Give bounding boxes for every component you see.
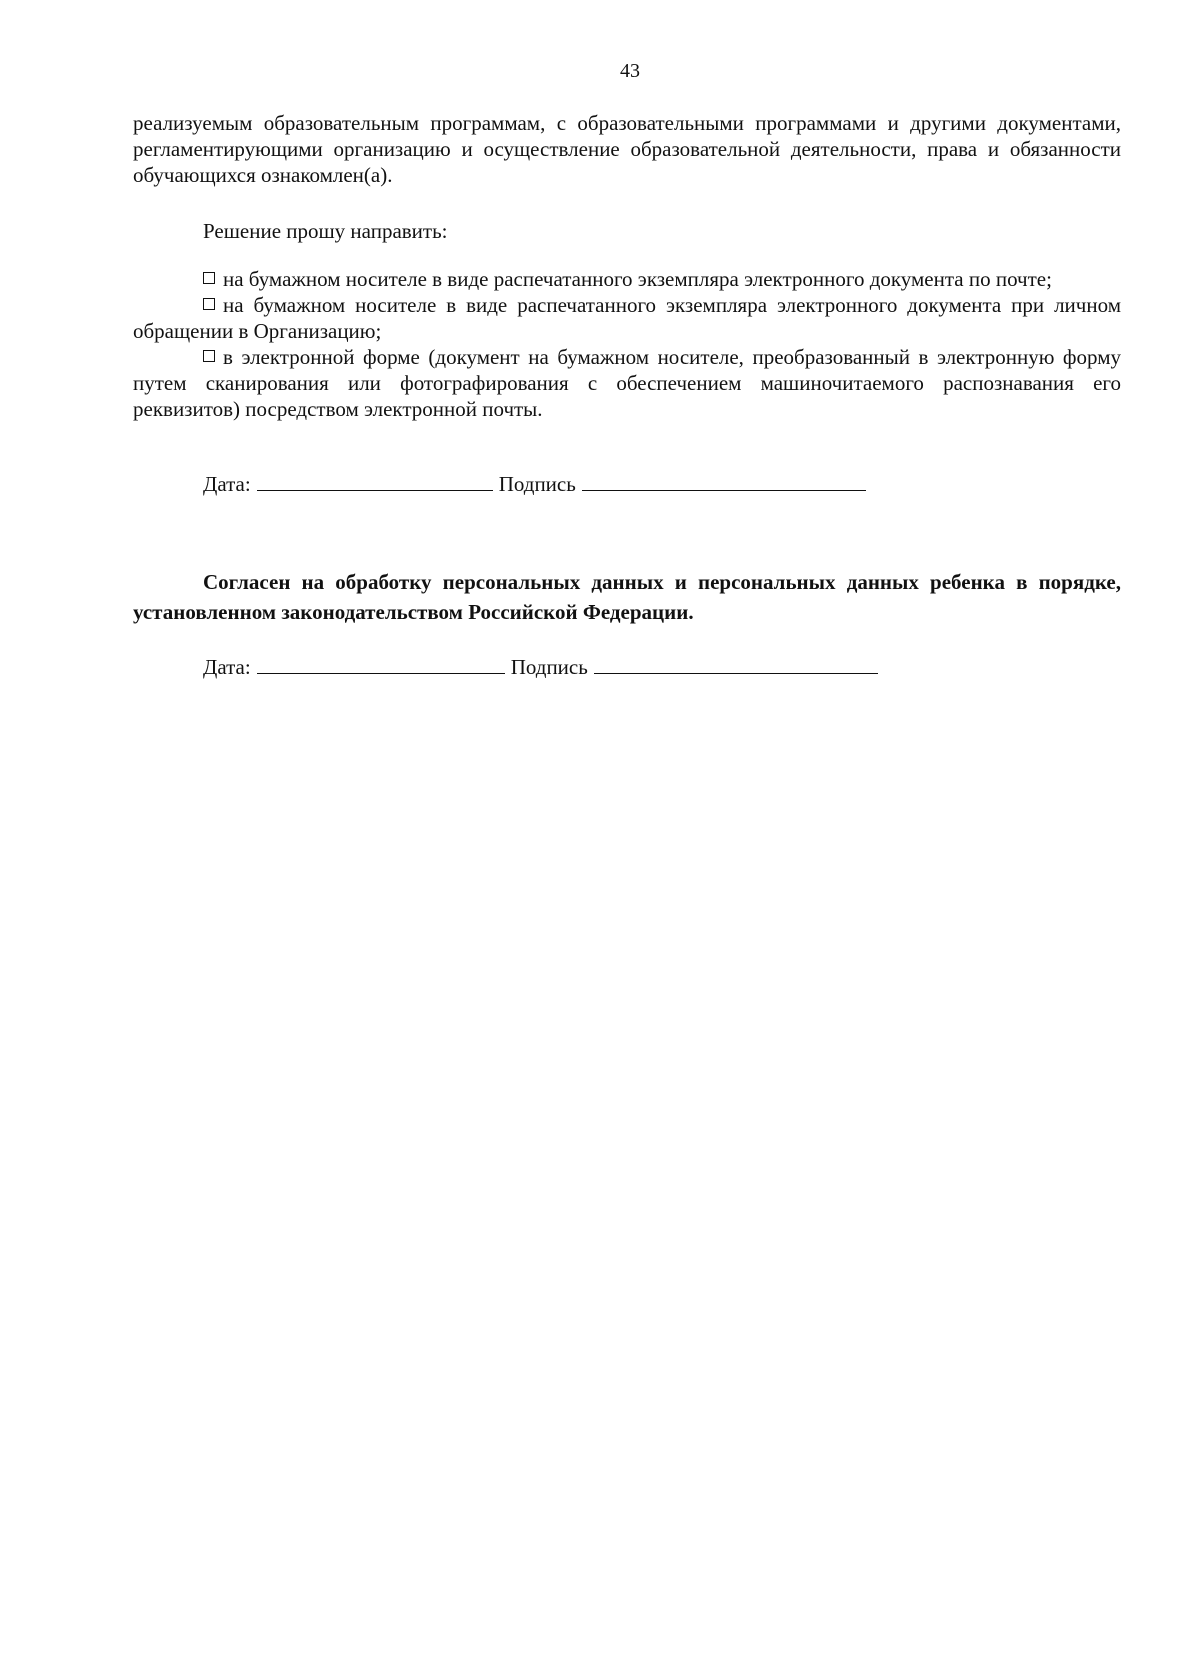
option-label: на бумажном носителе в виде распечатанного экземпляра электронного документа по почте; [223,267,1052,291]
document-body [133,110,1121,680]
checkbox-icon[interactable] [203,272,215,284]
intro-paragraph: реализуемым образовательным программам, с образовательными программами и другими документами, регламентирующими организацию и осуществление образовательной деятельности, права и обязанности обучающихся ознакомлен(а). [133,111,1121,187]
consent-signature-row [203,653,1121,680]
consent-statement: Согласен на обработку персональных данных и персональных данных ребенка в порядке, установленном законодательством Российской Федерации. [133,570,1121,624]
checkbox-icon[interactable] [203,350,215,362]
signature-label: Подпись [498,472,576,496]
signature-label: Подпись [510,655,588,679]
option-label: в электронной форме (документ на бумажном носителе, преобразованный в электронную форму путем сканирования или фотографирования с обеспечением машиночитаемого распознавания его реквизитов) посредством электронной почты. [133,345,1121,421]
option-label: на бумажном носителе в виде распечатанного экземпляра электронного документа при личном обращении в Организацию; [133,293,1121,343]
date-field[interactable] [257,470,493,491]
option-in-person [133,292,1121,344]
signature-field[interactable] [582,470,866,491]
date-label: Дата: [203,472,251,496]
decision-heading: Решение прошу направить: [203,219,448,243]
page-number: 43 [620,60,640,82]
option-electronic [133,344,1121,422]
signature-field[interactable] [594,653,878,674]
date-field[interactable] [257,653,505,674]
signature-row [203,470,1121,497]
delivery-options [133,266,1121,422]
date-label: Дата: [203,655,251,679]
option-by-mail [133,266,1121,292]
checkbox-icon[interactable] [203,298,215,310]
